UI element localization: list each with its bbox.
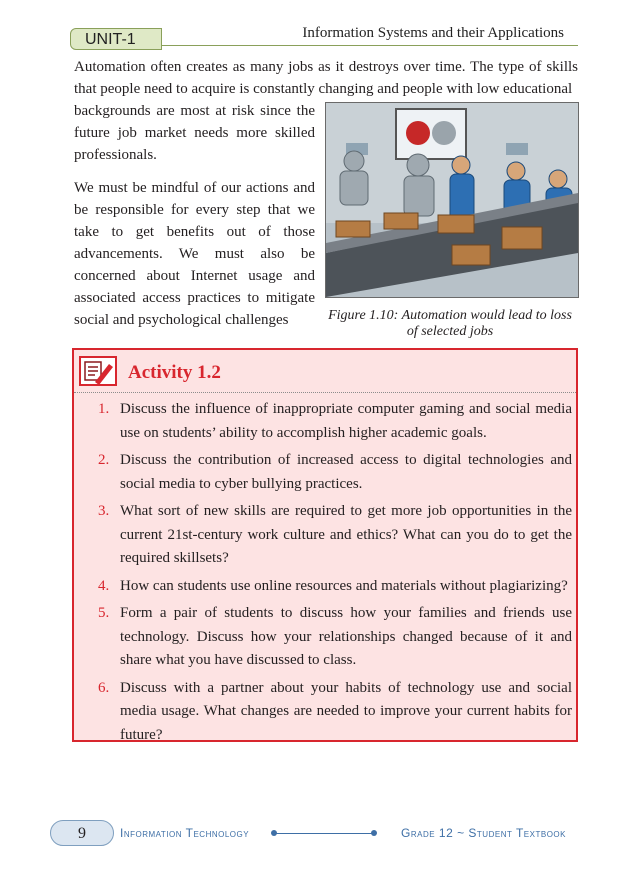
running-title: Information Systems and their Applications — [302, 25, 564, 41]
body-paragraph-intro-continued: backgrounds are most at risk since the future job market needs more skilled professionals. — [74, 103, 315, 163]
activity-item-text: Discuss with a partner about your habits of technology use and social media usage. What changes are needed to improve your current habits for future? — [120, 679, 572, 743]
footer-subject: Information Technology — [120, 826, 250, 840]
activity-item-text: Discuss the contribution of increased access to digital technologies and social media to cyber bullying practices. — [120, 452, 572, 492]
activity-item — [98, 575, 572, 599]
activity-divider — [74, 392, 576, 393]
activity-item-text: Discuss the influence of inappropriate computer gaming and social media use on students’ ability to accomplish higher academic goals. — [120, 401, 572, 441]
activity-title: Activity 1.2 — [128, 362, 221, 383]
activity-item-text: How can students use online resources and materials without plagiarizing? — [120, 577, 568, 594]
footer-rule-dot-right — [371, 830, 377, 836]
activity-item — [98, 449, 572, 496]
activity-item — [98, 602, 572, 673]
activity-item-number: 4. — [98, 577, 110, 594]
activity-item-number: 2. — [98, 452, 110, 468]
footer-rule — [274, 833, 374, 834]
activity-item — [98, 398, 572, 445]
automation-figure-image — [325, 102, 579, 298]
activity-list — [98, 398, 572, 751]
footer-grade: Grade 12 ~ Student Textbook — [401, 826, 566, 840]
activity-item-number: 5. — [98, 605, 110, 621]
body-paragraph-intro: Automation often creates as many jobs as it destroys over time. The type of skills that people need to acquire is constantly changing and people with low educational — [74, 59, 578, 97]
figure-caption: Figure 1.10: Automation would lead to loss of selected jobs — [328, 308, 572, 339]
activity-item — [98, 500, 572, 571]
activity-item-number: 1. — [98, 401, 110, 417]
activity-item-text: Form a pair of students to discuss how your families and friends use technology. Discuss how your relationships changed because of it and share what you have discussed to class. — [120, 605, 572, 668]
body-paragraph-mindful: We must be mindful of our actions and be responsible for every step that we take to get benefits out of those advancements. We must also be concerned about Internet usage and associated access practices to mitigate social and psychological challenges — [74, 180, 315, 328]
activity-pencil-icon — [79, 356, 117, 386]
page-number: 9 — [50, 820, 114, 846]
activity-item — [98, 677, 572, 748]
activity-box — [72, 348, 578, 742]
activity-item-number: 3. — [98, 503, 110, 519]
unit-tab: UNIT-1 — [70, 28, 162, 50]
activity-item-text: What sort of new skills are required to get more job opportunities in the current 21st-century work culture and ethics? What can you do to get the required skillsets? — [120, 503, 572, 566]
header-rule — [162, 45, 578, 46]
activity-item-number: 6. — [98, 679, 110, 696]
